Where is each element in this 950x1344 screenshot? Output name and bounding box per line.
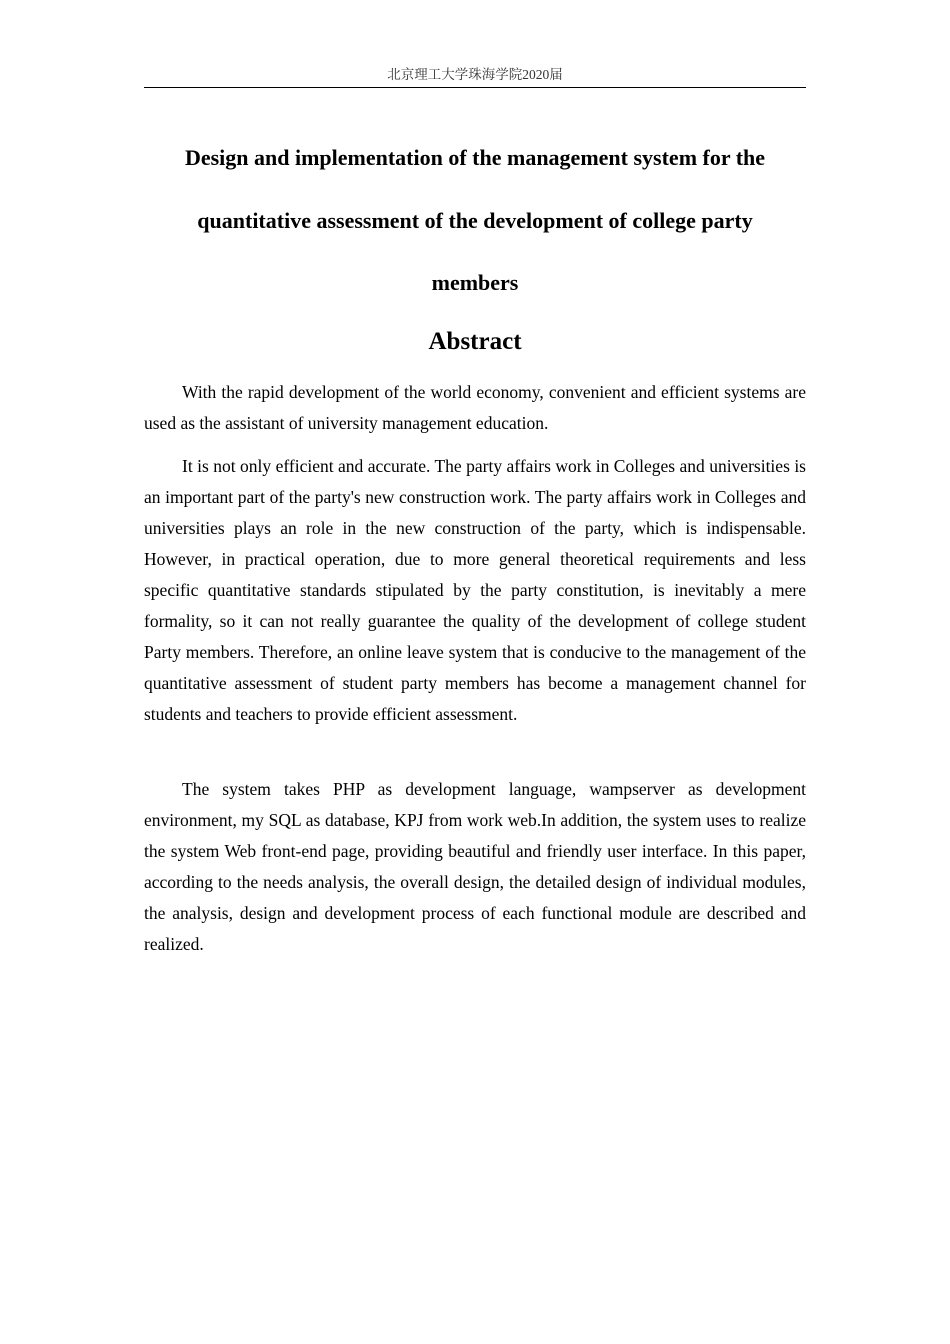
abstract-paragraph-3: The system takes PHP as development language, wampserver as development environment, my SQL as database, KPJ from work web.In addition, the system uses to realize the system Web front-end page, providing beautiful and friendly user interface. In this paper, according to the needs analysis, the overall design, the detailed design of individual modules, the analysis, design and development process of each functional module are described and realized. — [144, 779, 806, 954]
abstract-paragraph-2: It is not only efficient and accurate. The party affairs work in Colleges and universities is an important part of the party's new construction work. The party affairs work in Colleges and universities plays an role in the new construction of the party, which is indispensable. However, in practical operation, due to more general theoretical requirements and less specific quantitative standards stipulated by the party constitution, is inevitably a mere formality, so it can not really guarantee the quality of the development of college student Party members. Therefore, an online leave system that is conducive to the management of the quantitative assessment of student party members has become a management channel for students and teachers to provide efficient assessment. — [144, 456, 806, 724]
header-rule — [144, 87, 806, 88]
title-line-2: quantitative assessment of the development of college party — [197, 207, 753, 233]
title-line-1: Design and implementation of the management system for the — [184, 145, 766, 170]
running-header: 北京理工大学珠海学院2020届 — [387, 67, 563, 82]
document-title — [144, 127, 806, 315]
title-line-3: members — [431, 270, 519, 295]
abstract-heading: Abstract — [428, 328, 522, 355]
abstract-paragraph-1: With the rapid development of the world economy, convenient and efficient systems are used as the assistant of university management education. — [144, 382, 806, 433]
